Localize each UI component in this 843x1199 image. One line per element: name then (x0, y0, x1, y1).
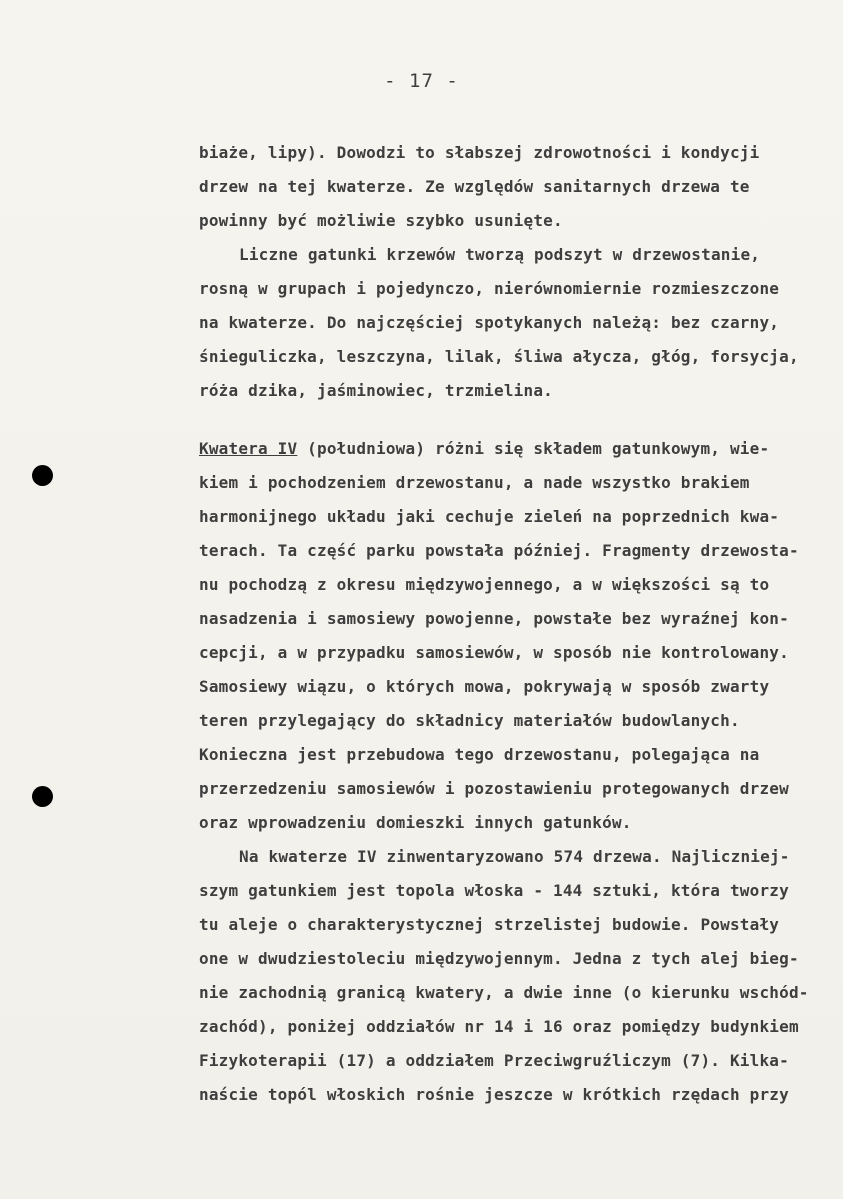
text-line: nie zachodnią granicą kwatery, a dwie inne (o kierunku wschód- (199, 983, 809, 1002)
text-line: tu aleje o charakterystycznej strzelistej budowie. Powstały (199, 915, 780, 934)
text-line: rosną w grupach i pojedynczo, nierównomiernie rozmieszczone (199, 279, 780, 298)
text-line: biaże, lipy). Dowodzi to słabszej zdrowotności i kondycji (199, 143, 760, 162)
text-line: na kwaterze. Do najczęściej spotykanych należą: bez czarny, (199, 313, 780, 332)
text-line: kiem i pochodzeniem drzewostanu, a nade wszystko brakiem (199, 473, 750, 492)
paragraph-1 (199, 136, 829, 238)
punch-hole (32, 786, 53, 807)
paragraph-2 (199, 238, 829, 408)
text-line: powinny być możliwie szybko usunięte. (199, 211, 563, 230)
text-block-bottom (199, 432, 829, 1112)
text-line: szym gatunkiem jest topola włoska - 144 sztuki, która tworzy (199, 881, 789, 900)
text-line: harmonijnego układu jaki cechuje zieleń na poprzednich kwa- (199, 507, 780, 526)
text-line: nu pochodzą z okresu międzywojennego, a w większości są to (199, 575, 770, 594)
text-line: Liczne gatunki krzewów tworzą podszyt w drzewostanie, (239, 245, 761, 264)
text-line: oraz wprowadzeniu domieszki innych gatunków. (199, 813, 632, 832)
text-line: Samosiewy wiązu, o których mowa, pokrywają w sposób zwarty (199, 677, 770, 696)
text-line: one w dwudziestoleciu międzywojennym. Jedna z tych alej bieg- (199, 949, 799, 968)
text-line: róża dzika, jaśminowiec, trzmielina. (199, 381, 553, 400)
text-line: Fizykoterapii (17) a oddziałem Przeciwgruźliczym (7). Kilka- (199, 1051, 789, 1070)
text-line: drzew na tej kwaterze. Ze względów sanitarnych drzewa te (199, 177, 750, 196)
text-line: zachód), poniżej oddziałów nr 14 i 16 oraz pomiędzy budynkiem (199, 1017, 799, 1036)
text-line: teren przylegający do składnicy materiałów budowlanych. (199, 711, 740, 730)
text-line: naście topól włoskich rośnie jeszcze w krótkich rzędach przy (199, 1085, 789, 1104)
paragraph-3 (199, 432, 829, 840)
text-line (199, 432, 829, 466)
text-line: nasadzenia i samosiewy powojenne, powstałe bez wyraźnej kon- (199, 609, 789, 628)
page-number: - 17 - (384, 70, 459, 92)
text-line: przerzedzeniu samosiewów i pozostawieniu protegowanych drzew (199, 779, 789, 798)
text-line: terach. Ta część parku powstała później. Fragmenty drzewosta- (199, 541, 799, 560)
text-block-top (199, 136, 829, 408)
paragraph-4 (199, 840, 829, 1112)
punch-hole (32, 465, 53, 486)
text-fragment: (południowa) różni się składem gatunkowym, wie- (297, 439, 770, 458)
section-heading: Kwatera IV (199, 439, 298, 458)
text-line: Na kwaterze IV zinwentaryzowano 574 drzewa. Najliczniej- (239, 847, 790, 866)
text-line: śnieguliczka, leszczyna, lilak, śliwa ałycza, głóg, forsycja, (199, 347, 799, 366)
text-line: cepcji, a w przypadku samosiewów, w sposób nie kontrolowany. (199, 643, 789, 662)
text-line: Konieczna jest przebudowa tego drzewostanu, polegająca na (199, 745, 760, 764)
